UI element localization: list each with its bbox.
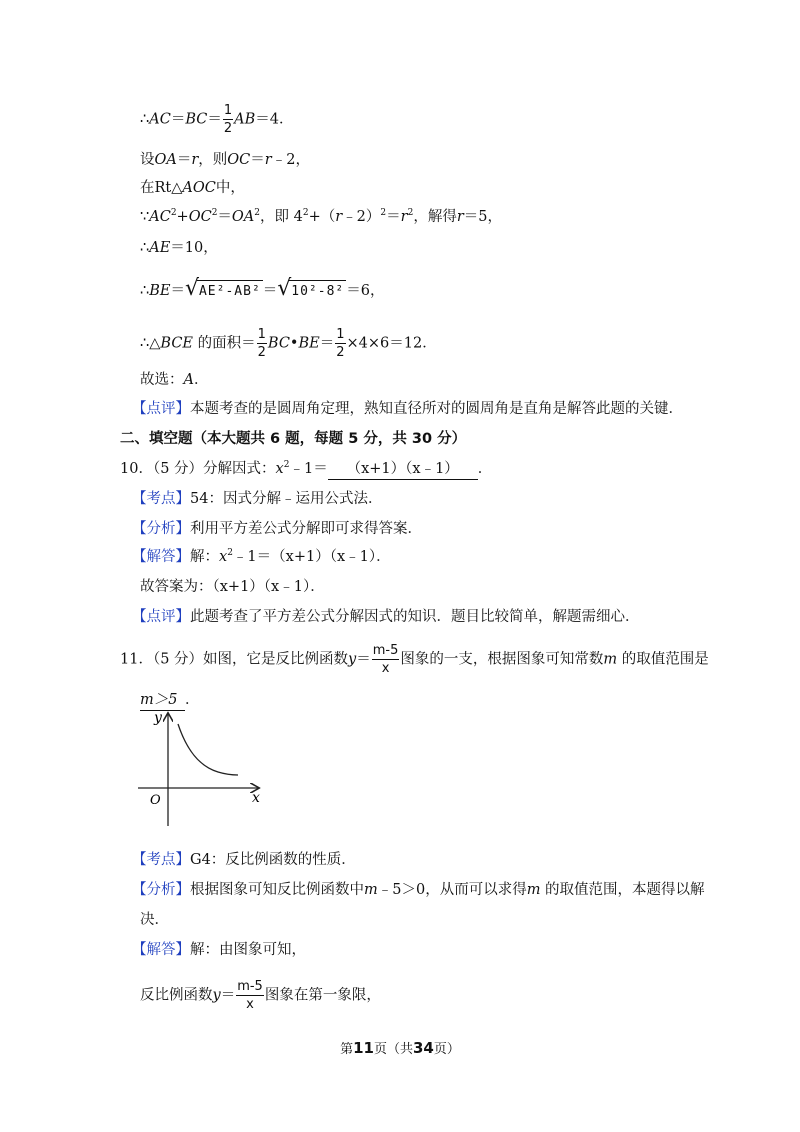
text: 根据图象可知反比例函数中 <box>190 882 364 898</box>
fraction-numerator: 1 <box>223 103 233 118</box>
text: ． <box>185 692 200 708</box>
text: 二、填空题（本大题共 6 题，每题 5 分，共 30 分） <box>120 431 467 447</box>
solution-line-1 <box>140 104 294 135</box>
text: 在Rt△ <box>140 180 183 196</box>
fraction-denominator: 2 <box>336 345 345 360</box>
y-axis-label: y <box>154 710 162 726</box>
comment-line <box>132 607 640 627</box>
equals: ＝ <box>319 335 335 352</box>
hyperbola-curve <box>178 724 238 775</box>
math-var: x <box>275 461 284 477</box>
answer-blank: m＞5 <box>140 690 185 711</box>
text: 的面积＝ <box>193 335 256 352</box>
fraction <box>372 644 400 675</box>
page-number: 11 <box>353 1039 374 1057</box>
text: 54：因式分解﹣运用公式法． <box>190 491 383 507</box>
text: 本题考查的是圆周角定理，熟知直径所对的圆周角是直角是解答此题的关键． <box>190 401 683 417</box>
equals: ＝ <box>356 651 371 668</box>
fraction <box>257 328 267 359</box>
solution-line-5 <box>140 238 218 258</box>
text: ． <box>193 372 209 388</box>
exponent: 2 <box>254 208 261 218</box>
final-answer-line <box>140 577 325 597</box>
question-10 <box>120 459 492 480</box>
math-var: x <box>219 549 228 565</box>
fraction-denominator: 2 <box>223 121 233 136</box>
exponent: 2 <box>227 548 233 558</box>
text: 中， <box>215 180 245 196</box>
text: 图象在第一象限， <box>264 987 381 1004</box>
text: 利用平方差公式分解即可求得答案． <box>190 521 422 537</box>
answer-line <box>132 940 306 960</box>
question-11 <box>120 644 709 675</box>
solution-line-8 <box>140 370 208 390</box>
text: G4：反比例函数的性质． <box>190 852 356 868</box>
total-pages: 34 <box>413 1039 434 1057</box>
page-footer <box>0 1038 800 1057</box>
text: +（ <box>308 209 336 225</box>
text: ＝5， <box>463 209 502 225</box>
exponent: 2 <box>211 208 218 218</box>
math-var: y <box>212 987 221 1004</box>
math-var: A <box>183 372 194 388</box>
keypoint-tag: 【考点】 <box>132 852 190 868</box>
therefore-symbol: ∴ <box>140 283 150 299</box>
text: 故选： <box>140 372 184 388</box>
text: • <box>289 335 299 352</box>
math-var: AOC <box>182 180 216 196</box>
text: ﹣1＝（x+1）（x﹣1）． <box>232 549 391 565</box>
math-var: BE <box>298 335 320 352</box>
equals: ＝ <box>170 283 185 299</box>
exponent: 2 <box>407 208 414 218</box>
text: ∴△ <box>140 335 161 352</box>
square-root: √ AE²-AB² <box>184 276 261 301</box>
math-var: m <box>364 882 378 898</box>
text: ﹣5＞0，从而可以求得 <box>377 882 527 898</box>
answer-line <box>132 547 391 567</box>
analysis-line <box>132 880 705 900</box>
fraction-numerator: 1 <box>336 327 345 342</box>
text: ﹣1＝ <box>289 461 328 477</box>
fraction <box>335 328 345 359</box>
math-var: r <box>456 209 464 225</box>
answer-tag: 【解答】 <box>132 942 190 958</box>
analysis-line-cont <box>140 910 169 930</box>
therefore-symbol: ∴ <box>140 111 150 128</box>
math-var: y <box>348 651 357 668</box>
radicand: 10²-8² <box>289 280 346 302</box>
origin-label: O <box>150 793 161 808</box>
math-var: AB <box>234 111 256 128</box>
math-var: AC <box>149 209 171 225</box>
text: 解：由图象可知， <box>190 942 306 958</box>
keypoint-line <box>132 850 356 870</box>
text: 页（共 <box>373 1042 413 1057</box>
keypoint-line <box>132 489 382 509</box>
fraction-numerator: m-5 <box>237 979 263 994</box>
text: ，解得 <box>413 209 457 225</box>
text: 决． <box>140 912 169 928</box>
equals: ＝ <box>207 111 222 128</box>
text: 的取值范围，本题得以解 <box>540 882 705 898</box>
exponent: 2 <box>302 208 309 218</box>
text: ＝ <box>386 209 401 225</box>
text: ． <box>477 461 493 477</box>
text: ×4×6＝12． <box>346 335 437 352</box>
answer-line-cont <box>140 980 381 1011</box>
text: 故答案为：（x+1）（x﹣1）． <box>140 579 325 595</box>
answer-tag: 【解答】 <box>132 549 190 565</box>
math-var: m <box>526 882 541 898</box>
text: 页） <box>433 1042 460 1057</box>
solution-line-3 <box>140 178 245 198</box>
text: + <box>176 209 189 225</box>
exponent: 2 <box>283 460 290 470</box>
text: ﹣2） <box>342 209 381 225</box>
fraction-denominator: x <box>381 661 390 676</box>
math-var: m <box>603 651 618 668</box>
comment-tag: 【点评】 <box>132 401 190 417</box>
because-symbol: ∵ <box>140 209 150 225</box>
text: ＝4． <box>255 111 294 128</box>
solution-line-6 <box>140 276 385 302</box>
radicand: AE²-AB² <box>197 280 263 302</box>
text: ＝6， <box>346 283 385 299</box>
text: 10．（5 分）分解因式： <box>120 461 276 477</box>
section-heading <box>120 429 466 449</box>
equals: ＝ <box>217 209 232 225</box>
fraction-numerator: m-5 <box>372 643 399 658</box>
text: 图象的一支，根据图象可知常数 <box>400 651 604 668</box>
keypoint-tag: 【考点】 <box>132 491 190 507</box>
text: ，则 <box>198 152 228 168</box>
text: 解： <box>190 549 219 565</box>
fraction-denominator: x <box>246 997 254 1012</box>
text: ﹣2， <box>271 152 310 168</box>
answer-blank: （x+1）（x﹣1） <box>328 459 478 480</box>
fraction <box>236 980 264 1011</box>
text: 第 <box>340 1042 354 1057</box>
equals: ＝ <box>262 283 278 299</box>
math-var: AC <box>149 111 171 128</box>
solution-line-4 <box>140 207 502 227</box>
equals: ＝ <box>220 987 236 1004</box>
math-var: r <box>191 152 199 168</box>
math-var: OA <box>231 209 255 225</box>
comment-tag: 【点评】 <box>132 609 190 625</box>
text: 11．（5 分）如图，它是反比例函数 <box>120 651 349 668</box>
text: 的取值范围是 <box>617 651 709 668</box>
therefore-symbol: ∴ <box>140 240 150 256</box>
math-var: r <box>264 152 272 168</box>
text: ＝ <box>176 152 192 168</box>
fraction-denominator: 2 <box>257 345 266 360</box>
math-var: BE <box>149 283 171 299</box>
exponent: 2 <box>380 208 387 218</box>
equals: ＝ <box>170 111 186 128</box>
math-var: BC <box>267 335 290 352</box>
hyperbola-graph <box>136 708 266 828</box>
math-var: OA <box>154 152 177 168</box>
math-var: OC <box>188 209 212 225</box>
exponent: 2 <box>170 208 177 218</box>
text: 此题考查了平方差公式分解因式的知识．题目比较简单，解题需细心． <box>190 609 640 625</box>
analysis-line <box>132 519 422 539</box>
analysis-tag: 【分析】 <box>132 521 190 537</box>
comment-line <box>132 399 683 419</box>
math-var: BCE <box>160 335 193 352</box>
text: 设 <box>140 152 155 168</box>
fraction-numerator: 1 <box>257 327 266 342</box>
text: 反比例函数 <box>140 987 213 1004</box>
text: ＝10， <box>170 240 218 256</box>
fraction <box>223 104 233 135</box>
text: ，即 4 <box>260 209 303 225</box>
math-var: AE <box>149 240 171 256</box>
math-var: OC <box>227 152 251 168</box>
x-axis-label: x <box>252 790 260 806</box>
math-var: r <box>335 209 343 225</box>
solution-line-2 <box>140 150 310 170</box>
square-root: √ 10²-8² <box>277 276 345 301</box>
analysis-tag: 【分析】 <box>132 882 190 898</box>
solution-line-7 <box>140 328 437 359</box>
text: ＝ <box>250 152 265 168</box>
math-var: BC <box>185 111 208 128</box>
math-var: r <box>400 209 408 225</box>
